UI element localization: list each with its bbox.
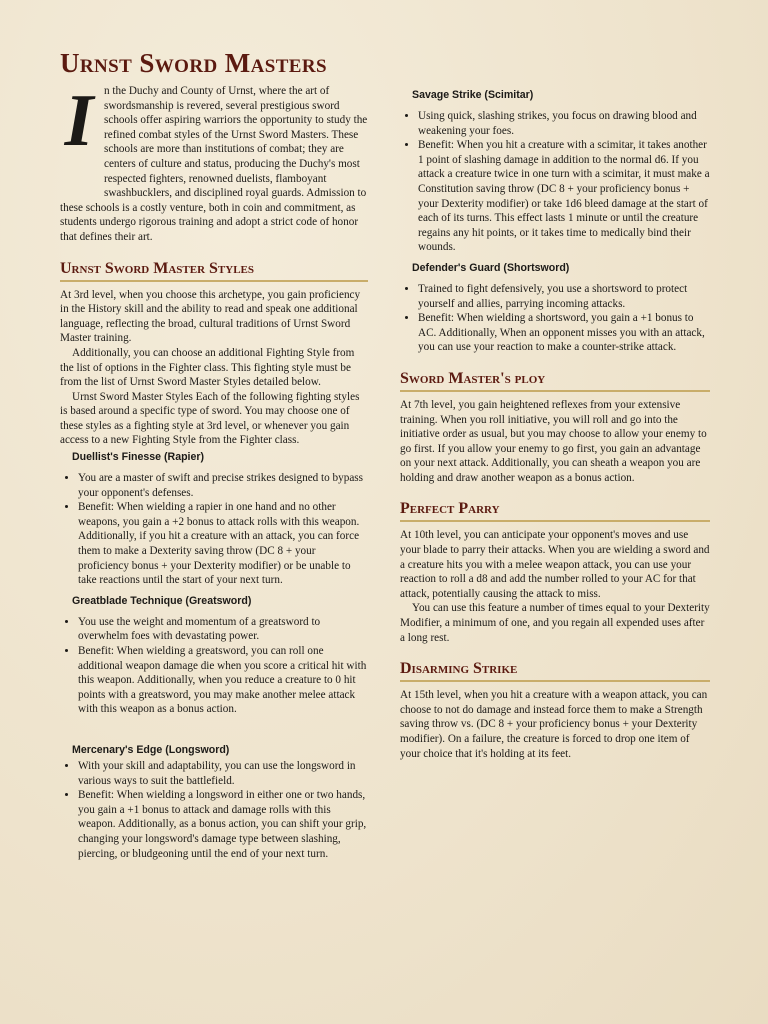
list-item: • Benefit: When wielding a longsword in either one or two hands, you gain a +1 bonus to attack and damage rolls with this weapon. Additionally, as a bonus action, you can shift your grip, changing your longsword's damage type between slashing, piercing, or bludgeoning until the end of your next turn. — [78, 788, 368, 861]
subheading-savage: Savage Strike (Scimitar) — [412, 89, 534, 101]
section-heading-disarm: Disarming Strike — [400, 659, 710, 682]
subheading-mercenary: Mercenary's Edge (Longsword) — [72, 743, 230, 756]
drop-cap: I — [64, 80, 94, 162]
mercenary-list — [60, 759, 368, 861]
subheading-duellist: Duellist's Finesse (Rapier) — [72, 451, 205, 464]
list-item: • Benefit: When wielding a greatsword, you can roll one additional weapon damage die when you score a critical hit with this weapon. Additionally, when you reduce a creature to 0 hit points with a greatsword, you may make another melee attack with this weapon as a bonus action. — [78, 644, 368, 717]
right-column — [400, 86, 710, 761]
ploy-paragraph: At 7th level, you gain heightened reflexes from your extensive training. When you roll initiative, you will roll and go into the initiative order as usual, but you may choose to allow your enemy to go first. If you allow your enemy to go first, you gain an advantage on your next attack. Additionally, you can sheath a weapon you are holding and draw another weapon as a bonus action. — [400, 398, 707, 484]
list-item: • Benefit: When wielding a rapier in one hand and no other weapons, you gain a +2 bonus to attack rolls with this weapon. Additionally, if you hit a creature with an attack, you can force them to make a Dexterity saving throw (DC 8 + your proficiency bonus + your Dexterity modifier) or be unable to take reactions until the start of your next turn. — [78, 500, 368, 588]
list-item: • You are a master of swift and precise strikes designed to bypass your opponent's defenses. — [78, 471, 368, 500]
greatblade-list — [60, 615, 368, 717]
intro-paragraph — [60, 80, 368, 245]
section-heading-parry: Perfect Parry — [400, 499, 710, 522]
subheading-defender: Defender's Guard (Shortsword) — [412, 261, 570, 274]
duellist-list — [60, 471, 368, 588]
parry-paragraph-1: At 10th level, you can anticipate your opponent's moves and use your blade to parry their attacks. When you are wielding a sword and a creature hits you with a melee weapon attack, you can use your reaction to roll a d8 and add the number rolled to your AC for that attack, potentially causing the attack to miss. — [400, 529, 710, 600]
section-heading-styles: Urnst Sword Master Styles — [60, 259, 368, 282]
page-title: Urnst Sword Masters — [60, 48, 327, 78]
subheading-greatblade: Greatblade Technique (Greatsword) — [72, 594, 252, 607]
list-item: • You use the weight and momentum of a greatsword to overwhelm foes with devastating power. — [78, 615, 368, 644]
styles-paragraph-3: Urnst Sword Master Styles Each of the following fighting styles is based around a specific type of sword. You may choose one of these styles as a fighting style at 3rd level, or whenever you gain access to a new Fighting Style from the Fighter class. — [60, 390, 360, 447]
intro-text: n the Duchy and County of Urnst, where the art of swordsmanship is revered, several prestigious sword schools offer aspiring warriors the opportunity to study the refined combat styles of the Urnst Sword Masters. These schools are more than institutions of combat; they are centers of culture and status, producing the Duchy's most respected fighters, renowned duelists, flamboyant swashbucklers, and disciplined royal guards. Admission to these schools is a costly venture, both in coin and commitment, as students undergo rigorous training and adopt a strict code of honor that defines their art. — [60, 85, 368, 243]
list-item: • Benefit: When wielding a shortsword, you gain a +1 bonus to AC. Additionally, When an opponent misses you with an attack, you can use your reaction to make a counter-strike attack. — [418, 311, 710, 355]
list-item: • Benefit: When you hit a creature with a scimitar, it takes another 1 point of slashing damage in addition to the normal d6. If you attack a creature twice in one turn with a scimitar, it must make a Constitution saving throw (DC 8 + your proficiency bonus + your Dexterity modifier) or take 1d6 bleed damage at the start of each of its turns. This effect lasts 1 minute or until the creature regains any hit points, or it takes time to medically bind their wounds. — [418, 138, 710, 255]
list-item: • Using quick, slashing strikes, you focus on drawing blood and weakening your foes. — [418, 109, 710, 138]
styles-paragraph-2: Additionally, you can choose an additional Fighting Style from the list of options in the Fighter class. This fighting style must be from the list of Urnst Sword Master Styles detailed below. — [60, 346, 355, 389]
left-column — [60, 48, 368, 867]
list-item: • With your skill and adaptability, you can use the longsword in various ways to suit the battlefield. — [78, 759, 368, 788]
styles-paragraph-1: At 3rd level, when you choose this archetype, you gain proficiency in the History skill and the ability to read and speak one additional language, reflecting the broad, cultural traditions of Urnst Sword Master training. — [60, 288, 361, 345]
disarm-paragraph: At 15th level, when you hit a creature with a weapon attack, you can choose to not do damage and instead force them to make a Strength saving throw vs. (DC 8 + your proficiency bonus + your Dexterity modifier). On a failure, the creature is forced to drop one item of your choice that it's holding at its feet. — [400, 689, 708, 760]
savage-list — [400, 109, 710, 255]
defender-list — [400, 282, 710, 355]
section-heading-ploy: Sword Master's ploy — [400, 369, 710, 392]
parry-paragraph-2: You can use this feature a number of times equal to your Dexterity Modifier, a minimum of one, and you regain all expended uses after a long rest. — [400, 602, 710, 644]
list-item: • Trained to fight defensively, you use a shortsword to protect yourself and allies, parrying incoming attacks. — [418, 282, 710, 311]
